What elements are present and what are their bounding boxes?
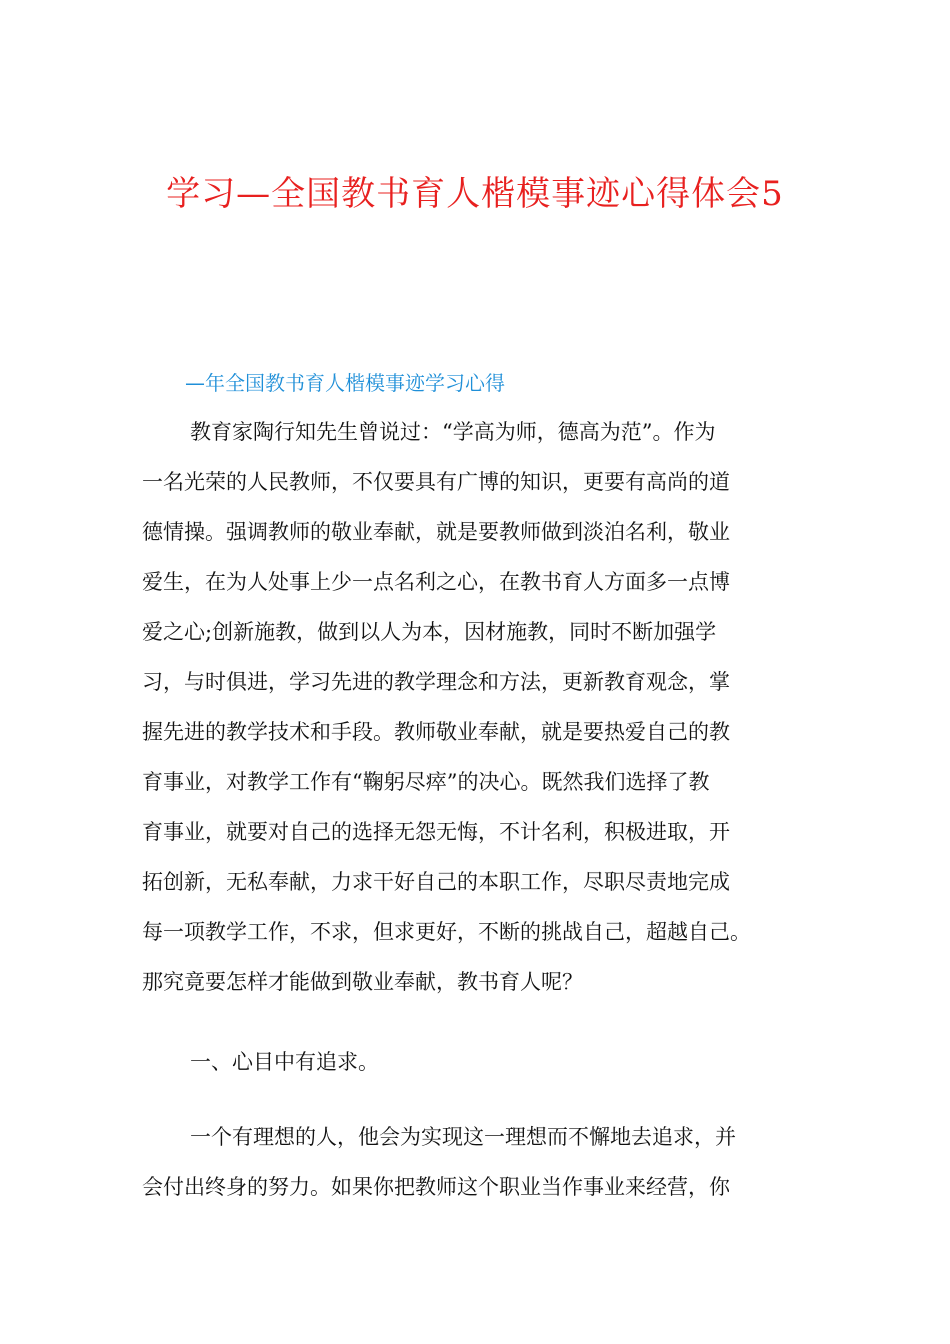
paragraph-line: 育事业，对教学工作有“鞠躬尽瘁”的决心。既然我们选择了教 xyxy=(142,770,710,794)
section-heading xyxy=(142,1037,832,1087)
document-subtitle: —年全国教书育人楷模事迹学习心得 xyxy=(185,371,505,395)
paragraph-line: 一名光荣的人民教师，不仅要具有广博的知识，更要有高尚的道 xyxy=(142,470,730,494)
paragraph-line: 习，与时俱进，学习先进的教学理念和方法，更新教育观念，掌 xyxy=(142,670,730,694)
paragraph-section-one xyxy=(142,1112,832,1212)
paragraph-line: 一个有理想的人，他会为实现这一理想而不懈地去追求，并 xyxy=(190,1125,736,1149)
paragraph-line: 握先进的教学技术和手段。教师敬业奉献，就是要热爱自己的教 xyxy=(142,720,730,744)
section-heading-text: 一、心目中有追求。 xyxy=(190,1050,379,1074)
paragraph-line: 育事业，就要对自己的选择无怨无悔，不计名利，积极进取，开 xyxy=(142,820,730,844)
paragraph-line: 拓创新，无私奉献，力求干好自己的本职工作，尽职尽责地完成 xyxy=(142,870,730,894)
document-title: 学习—全国教书育人楷模事迹心得体会5 xyxy=(166,174,784,214)
paragraph-line: 德情操。强调教师的敬业奉献，就是要教师做到淡泊名利，敬业 xyxy=(142,520,730,544)
paragraph-line: 那究竟要怎样才能做到敬业奉献，教书育人呢？ xyxy=(142,970,583,994)
paragraph-intro xyxy=(142,407,832,1007)
paragraph-line: 每一项教学工作，不求，但求更好，不断的挑战自己，超越自己。 xyxy=(142,920,751,944)
paragraph-line: 会付出终身的努力。如果你把教师这个职业当作事业来经营，你 xyxy=(142,1175,730,1199)
paragraph-line: 爱生，在为人处事上少一点名利之心，在教书育人方面多一点博 xyxy=(142,570,730,594)
paragraph-line: 爱之心;创新施教，做到以人为本，因材施教，同时不断加强学 xyxy=(142,620,717,644)
paragraph-line: 教育家陶行知先生曾说过：“学高为师，德高为范”。作为 xyxy=(190,420,716,444)
